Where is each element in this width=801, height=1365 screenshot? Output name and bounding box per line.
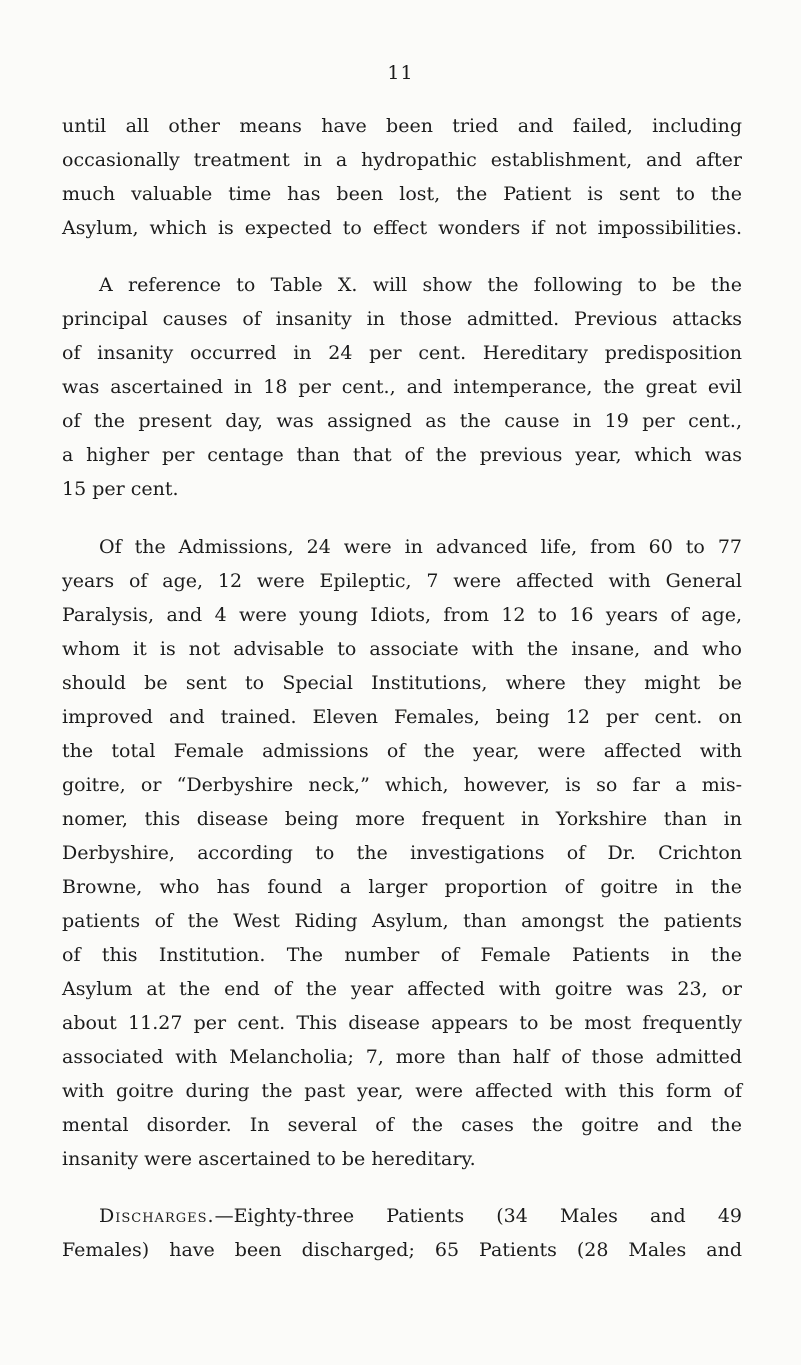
- section-heading: Discharges.: [99, 1205, 215, 1227]
- text-line: a higher per centage than that of the previous year, which was: [62, 444, 742, 466]
- text-line: should be sent to Special Institutions, where they might be: [62, 672, 742, 694]
- text-line: Asylum at the end of the year affected with goitre was 23, or: [62, 978, 742, 1000]
- text-line: 15 per cent.: [62, 478, 179, 500]
- text-line: principal causes of insanity in those admitted. Previous attacks: [62, 308, 742, 330]
- text-line: was ascertained in 18 per cent., and intemperance, the great evil: [62, 376, 742, 398]
- text-line: mental disorder. In several of the cases the goitre and the: [62, 1114, 742, 1136]
- text-line: [99, 1203, 742, 1229]
- heading-continuation: —Eighty-three Patients (34 Males and 49: [214, 1205, 742, 1227]
- text-line: of this Institution. The number of Female Patients in the: [62, 944, 742, 966]
- text-line: improved and trained. Eleven Females, being 12 per cent. on: [62, 706, 742, 728]
- text-line: goitre, or “Derbyshire neck,” which, however, is so far a mis-: [62, 774, 742, 796]
- text-line: about 11.27 per cent. This disease appears to be most frequently: [62, 1012, 742, 1034]
- text-line: insanity were ascertained to be hereditary.: [62, 1148, 476, 1170]
- text-line: Asylum, which is expected to effect wonders if not impossibilities.: [62, 217, 742, 239]
- text-line: of the present day, was assigned as the cause in 19 per cent.,: [62, 410, 742, 432]
- text-line: much valuable time has been lost, the Patient is sent to the: [62, 183, 742, 205]
- text-line: Derbyshire, according to the investigations of Dr. Crichton: [62, 842, 742, 864]
- text-line: of insanity occurred in 24 per cent. Hereditary predisposition: [62, 342, 742, 364]
- text-line: with goitre during the past year, were affected with this form of: [62, 1080, 742, 1102]
- page-number: 11: [387, 62, 414, 84]
- text-line: A reference to Table X. will show the following to be the: [99, 274, 742, 296]
- text-line: whom it is not advisable to associate with the insane, and who: [62, 638, 742, 660]
- text-line: until all other means have been tried and failed, including: [62, 115, 742, 137]
- text-line: nomer, this disease being more frequent in Yorkshire than in: [62, 808, 742, 830]
- text-line: patients of the West Riding Asylum, than amongst the patients: [62, 910, 742, 932]
- text-line: the total Female admissions of the year, were affected with: [62, 740, 742, 762]
- text-line: Of the Admissions, 24 were in advanced life, from 60 to 77: [99, 536, 742, 558]
- text-line: associated with Melancholia; 7, more than half of those admitted: [62, 1046, 742, 1068]
- text-line: Browne, who has found a larger proportion of goitre in the: [62, 876, 742, 898]
- text-line: Females) have been discharged; 65 Patients (28 Males and: [62, 1239, 742, 1261]
- text-line: years of age, 12 were Epileptic, 7 were affected with General: [62, 570, 742, 592]
- text-line: Paralysis, and 4 were young Idiots, from 12 to 16 years of age,: [62, 604, 742, 626]
- text-line: occasionally treatment in a hydropathic establishment, and after: [62, 149, 742, 171]
